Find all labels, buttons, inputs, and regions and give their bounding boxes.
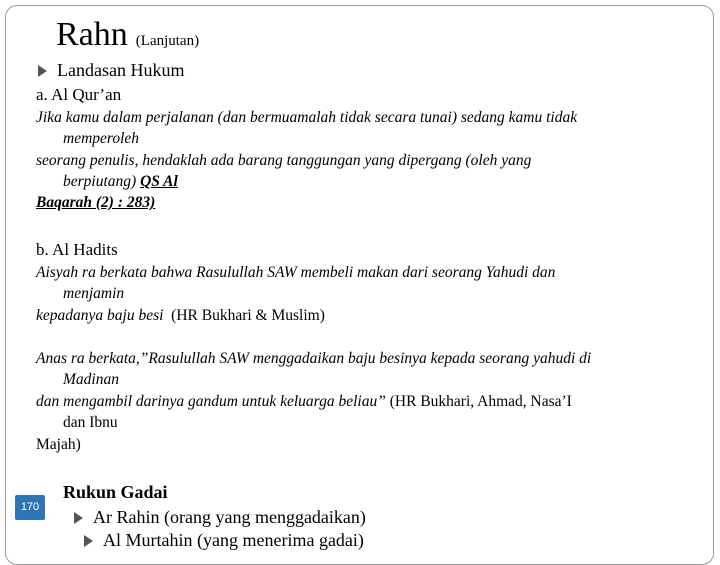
hadits2-ref-3: Majah) <box>36 436 81 453</box>
rukun-item-1-text: Ar Rahin (orang yang menggadaikan) <box>93 507 366 527</box>
hadits2-line-3 <box>36 393 572 411</box>
quran-line-3: seorang penulis, hendaklah ada barang tanggungan yang dipergang (oleh yang <box>36 152 532 169</box>
rukun-item-2 <box>84 530 364 551</box>
rukun-item-1 <box>74 507 366 528</box>
quran-ref-1: QS Al <box>140 173 178 190</box>
hadits2-line-3-text: dan mengambil darinya gandum untuk keluarga beliau” <box>36 393 386 410</box>
title-main: Rahn <box>56 16 128 53</box>
hadits2-ref-1: (HR Bukhari, Ahmad, Nasa’I <box>389 393 572 410</box>
slide-title <box>56 15 199 61</box>
quran-line-2: memperoleh <box>63 130 140 147</box>
arrow-bullet-icon <box>38 65 47 77</box>
quran-line-1: Jika kamu dalam perjalanan (dan bermuamalah tidak secara tunai) sedang kamu tidak <box>36 109 578 126</box>
rukun-item-2-text: Al Murtahin (yang menerima gadai) <box>103 530 364 550</box>
hadits1-line-3-text: kepadanya baju besi <box>36 307 164 324</box>
title-sub: (Lanjutan) <box>135 33 200 49</box>
page-number-badge: 170 <box>15 495 45 520</box>
quran-line-4-text: berpiutang) <box>63 173 137 190</box>
hadits-heading: b. Al Hadits <box>36 240 118 259</box>
hadits1-line-2: menjamin <box>63 285 125 302</box>
hadits1-ref: (HR Bukhari & Muslim) <box>171 307 325 324</box>
quran-heading: a. Al Qur’an <box>36 85 122 104</box>
landasan-heading <box>38 60 184 81</box>
rukun-heading: Rukun Gadai <box>63 482 168 502</box>
hadits2-line-1: Anas ra berkata,”Rasulullah SAW menggadaikan baju besinya kepada seorang yahudi di <box>36 350 592 367</box>
hadits2-line-2: Madinan <box>63 371 119 388</box>
arrow-bullet-icon <box>84 535 93 547</box>
quran-line-4 <box>63 173 178 191</box>
hadits1-line-1: Aisyah ra berkata bahwa Rasulullah SAW membeli makan dari seorang Yahudi dan <box>36 264 556 281</box>
landasan-label: Landasan Hukum <box>57 60 185 80</box>
hadits2-ref-2: dan Ibnu <box>63 414 118 431</box>
hadits1-line-3 <box>36 307 325 325</box>
arrow-bullet-icon <box>74 512 83 524</box>
quran-ref-2: Baqarah (2) : 283) <box>36 194 156 211</box>
